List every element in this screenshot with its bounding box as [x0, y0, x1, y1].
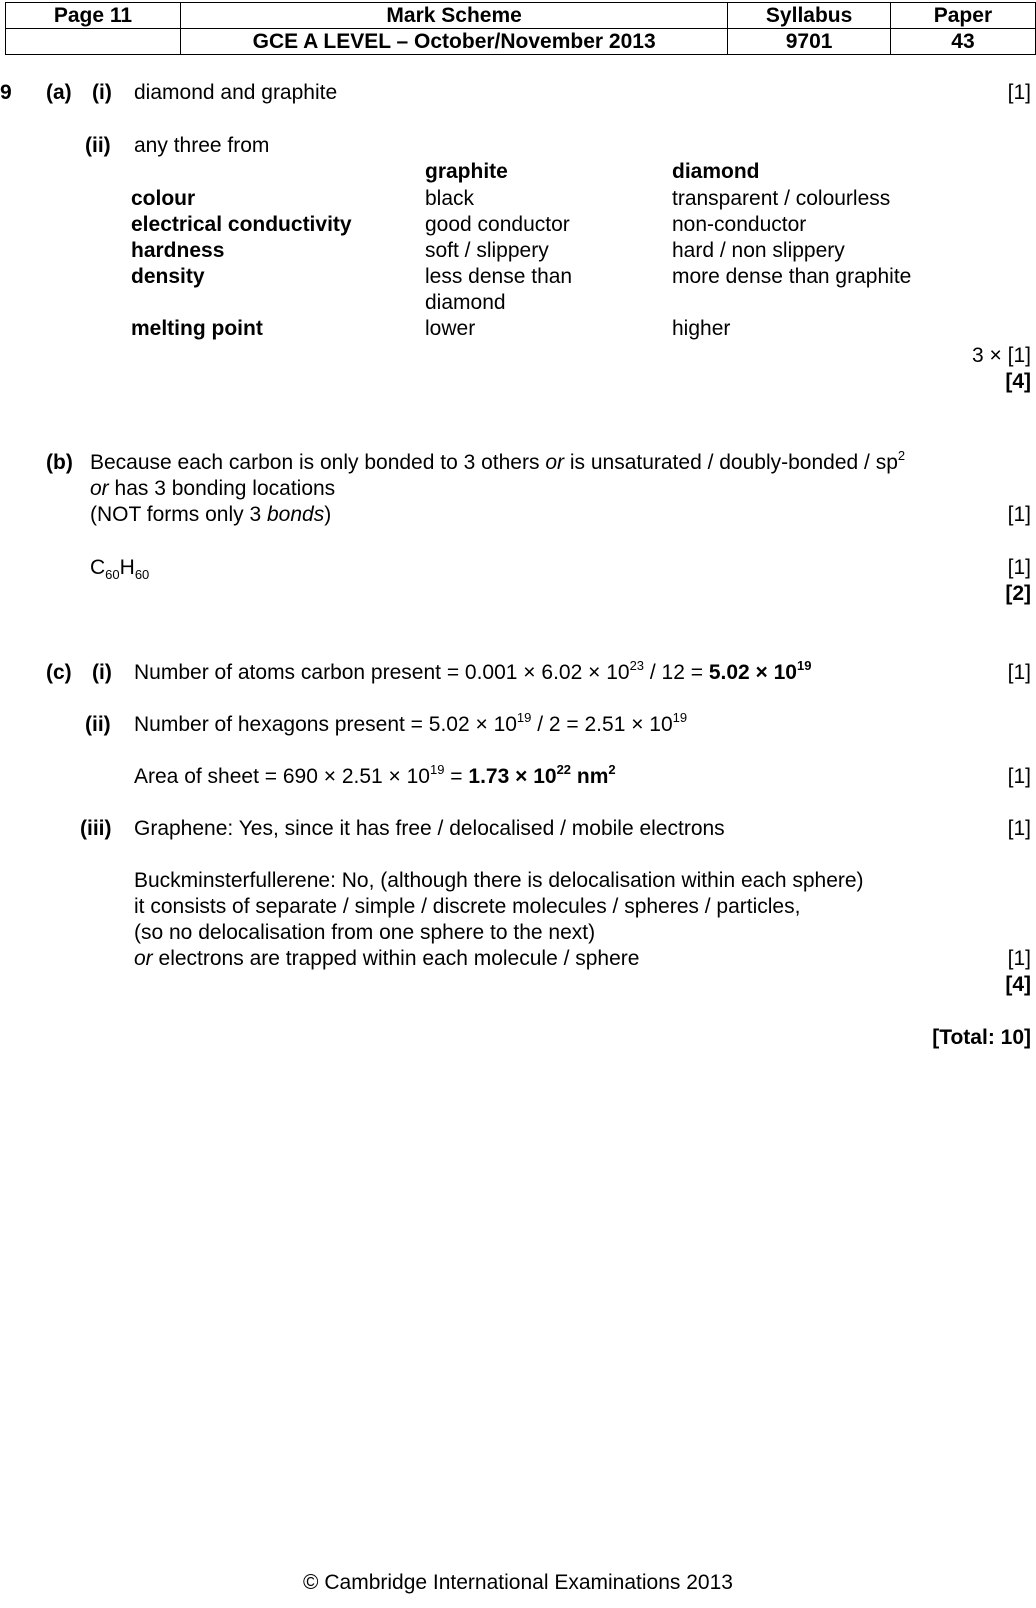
header-table [5, 2, 1036, 55]
part-b-label: (b) [46, 451, 73, 474]
part-c-total: [4] [1005, 973, 1031, 996]
part-c-i-label: (i) [92, 661, 112, 684]
diamond-melting-point: higher [672, 317, 731, 340]
part-c-iii-graphene: Graphene: Yes, since it has free / delocalised / mobile electrons [134, 817, 725, 840]
part-c-iii-bucky-4: or electrons are trapped within each molecule / sphere [134, 947, 640, 970]
property-density: density [131, 265, 205, 288]
part-b-line3: (NOT forms only 3 bonds) [90, 503, 332, 526]
part-c-iii-bucky-2: it consists of separate / simple / discrete molecules / spheres / particles, [134, 895, 801, 918]
part-a-ii-intro: any three from [134, 134, 270, 157]
part-a-i-mark: [1] [1007, 81, 1031, 104]
grand-total: [Total: 10] [932, 1026, 1031, 1049]
graphite-melting-point: lower [425, 317, 476, 340]
part-c-iii-mark2: [1] [1007, 947, 1031, 970]
header-title: Mark Scheme [180, 3, 727, 29]
footer-copyright: © Cambridge International Examinations 2013 [303, 1571, 733, 1594]
header-blank-cell [6, 29, 181, 55]
part-c-iii-label: (iii) [80, 817, 112, 840]
part-c-i-answer: Number of atoms carbon present = $0.001 \times 6.02 \times 10^{23} / 12 = 5.02 \times 10^{19}$ [134, 658, 812, 684]
diamond-density: more dense than graphite [672, 265, 912, 288]
col-diamond-heading: diamond [672, 160, 760, 183]
header-paper-label: Paper [890, 3, 1035, 29]
graphite-density-line2: diamond [425, 291, 506, 314]
col-graphite-heading: graphite [425, 160, 508, 183]
part-c-ii-label: (ii) [85, 713, 111, 736]
graphite-hardness: soft / slippery [425, 239, 549, 262]
diamond-hardness: hard / non slippery [672, 239, 845, 262]
graphite-conductivity: good conductor [425, 213, 570, 236]
diamond-colour: transparent / colourless [672, 187, 891, 210]
property-melting-point: melting point [131, 317, 263, 340]
part-c-iii-mark1: [1] [1007, 817, 1031, 840]
part-c-ii-mark: [1] [1007, 765, 1031, 788]
part-c-label: (c) [46, 661, 72, 684]
header-syllabus-code: 9701 [728, 29, 891, 55]
property-colour: colour [131, 187, 196, 210]
part-c-iii-bucky-1: Buckminsterfullerene: No, (although there is delocalisation within each sphere) [134, 869, 864, 892]
property-conductivity: electrical conductivity [131, 213, 352, 236]
header-syllabus-label: Syllabus [728, 3, 891, 29]
diamond-conductivity: non-conductor [672, 213, 807, 236]
property-hardness: hardness [131, 239, 225, 262]
question-number: 9 [0, 81, 12, 104]
graphite-colour: black [425, 187, 475, 210]
part-c-iii-bucky-3: (so no delocalisation from one sphere to the next) [134, 921, 596, 944]
part-a-label: (a) [46, 81, 72, 104]
part-b-total: [2] [1005, 582, 1031, 605]
part-b-line2: or has 3 bonding locations [90, 477, 336, 500]
part-b-formula: $C_{60}H_{60}$ [90, 556, 150, 582]
part-a-total: [4] [1005, 370, 1031, 393]
graphite-density: less dense than [425, 265, 573, 288]
part-b-line1: Because each carbon is only bonded to 3 others or is unsaturated / doubly-bonded / $sp^2$ [90, 448, 906, 474]
header-paper-number: 43 [890, 29, 1035, 55]
part-a-i-label: (i) [92, 81, 112, 104]
part-a-i-answer: diamond and graphite [134, 81, 338, 104]
header-exam: GCE A LEVEL – October/November 2013 [180, 29, 727, 55]
header-page: Page 11 [6, 3, 181, 29]
part-b-mark1: [1] [1007, 503, 1031, 526]
part-c-i-mark: [1] [1007, 661, 1031, 684]
part-c-ii-area: Area of sheet = $690 \times 2.51 \times 10^{19} = 1.73 \times 10^{22}$ $nm^2$ [134, 762, 616, 788]
part-a-ii-label: (ii) [85, 134, 111, 157]
part-a-ii-mark: 3 × [1] [972, 344, 1031, 367]
part-c-ii-hexagons: Number of hexagons present = $5.02 \times 10^{19} / 2 = 2.51 \times 10^{19}$ [134, 710, 688, 736]
part-b-mark2: [1] [1007, 556, 1031, 579]
